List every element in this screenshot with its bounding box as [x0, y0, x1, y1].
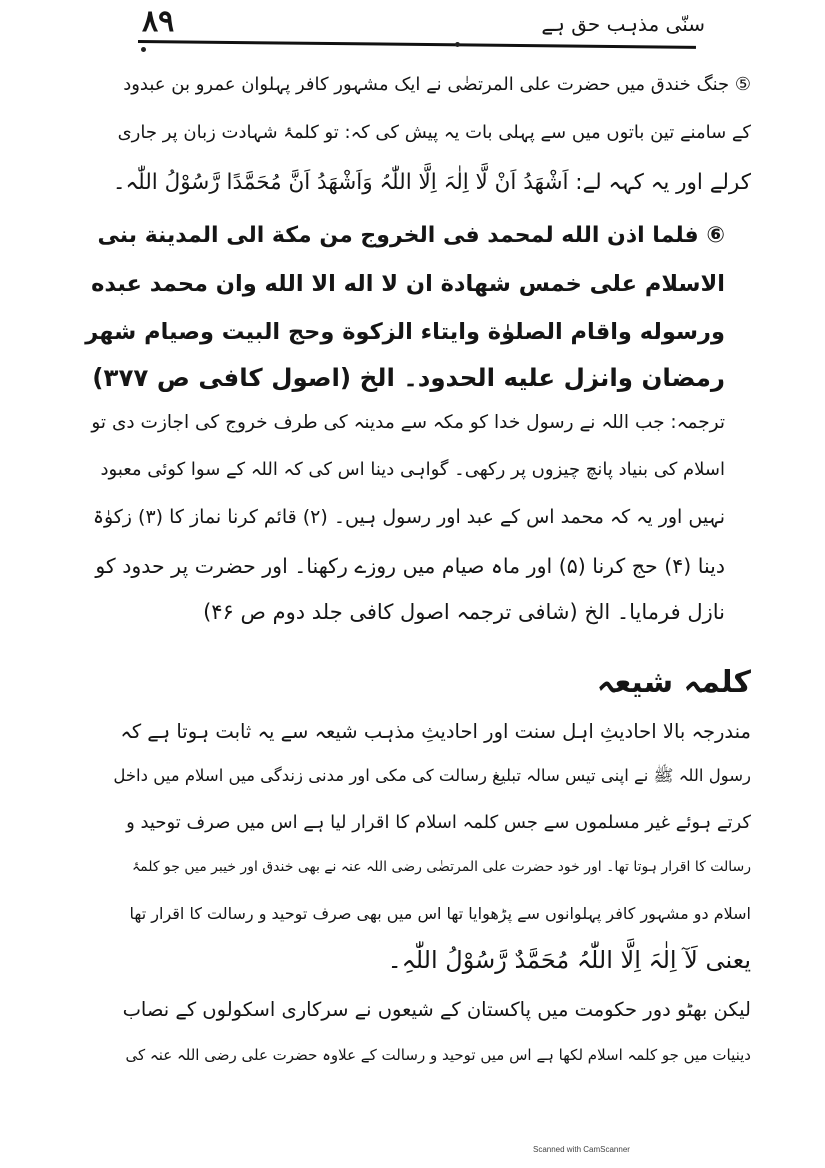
- section-5-line: کے سامنے تین باتوں میں سے پہلی بات یہ پیش کی کہ: تو کلمۂ شہادت زبان پر جاری: [117, 122, 751, 143]
- scanner-watermark: Scanned with CamScanner: [533, 1145, 630, 1154]
- body-line: اسلام دو مشہور کافر پہلوانوں سے پڑھوایا تھا اس میں بھی صرف توحید و رسالت کا اقرار تھا: [129, 904, 751, 923]
- section-5-line: کرلے اور یہ کہہ لے: اَشْھَدُ اَنْ لَّا اِلٰہَ اِلَّا اللّٰہُ وَاَشْھَدُ اَنَّ مُحَمَّدًا رَّسُوْلُ اللّٰہ۔: [112, 170, 751, 195]
- decorative-dot-center: [455, 42, 460, 47]
- body-line: دینیات میں جو کلمہ اسلام لکھا ہے اس میں توحید و رسالت کے علاوہ حضرت علی رضی اللہ عنہ کی: [125, 1046, 751, 1064]
- decorative-dot-left: [141, 47, 146, 52]
- translation-line: نہیں اور یہ کہ محمد اس کے عبد اور رسول ہیں۔ (۲) قائم کرنا نماز کا (۳) زکوٰۃ: [92, 506, 725, 528]
- translation-line: دینا (۴) حج کرنا (۵) اور ماہ صیام میں روزے رکھنا۔ اور حضرت پر حدود کو: [95, 554, 725, 578]
- section-heading: کلمہ شیعہ: [596, 665, 751, 700]
- arabic-hadith-line: رمضان وانزل عليه الحدود۔ الخ (اصول کافی ص ۳۷۷): [92, 363, 725, 392]
- running-title: سنّی مذہب حق ہے: [541, 12, 705, 36]
- arabic-hadith-line: ورسوله واقام الصلوٰة وايتاء الزكوة وحج البيت وصيام شهر: [85, 319, 725, 345]
- arabic-hadith-line: ⑥ فلما اذن الله لمحمد فى الخروج من مكة الى المدينة بنى: [97, 223, 725, 248]
- page-number: ۸۹: [142, 4, 175, 39]
- header-rule: [138, 40, 696, 49]
- arabic-hadith-line: الاسلام على خمس شهادة ان لا اله الا الله وان محمد عبده: [91, 271, 725, 297]
- body-line: رسول اللہ ﷺ نے اپنی تیس سالہ تبلیغ رسالت کی مکی اور مدنی زندگی میں اسلام میں داخل: [113, 766, 751, 785]
- body-line: کرتے ہوئے غیر مسلموں سے جس کلمہ اسلام کا اقرار لیا ہے اس میں صرف توحید و: [126, 812, 751, 833]
- body-line: مندرجہ بالا احادیثِ اہل سنت اور احادیثِ مذہب شیعہ سے یہ ثابت ہوتا ہے کہ: [120, 720, 751, 743]
- translation-line: اسلام کی بنیاد پانچ چیزوں پر رکھی۔ گواہی دینا اس کی کہ اللہ کے سوا کوئی معبود: [100, 459, 725, 480]
- translation-line: نازل فرمایا۔ الخ (شافی ترجمہ اصول کافی جلد دوم ص ۴۶): [203, 600, 725, 624]
- translation-line: ترجمہ: جب اللہ نے رسول خدا کو مکہ سے مدینہ کی طرف خروج کی اجازت دی تو: [91, 412, 725, 433]
- section-5-line: ⑤ جنگ خندق میں حضرت علی المرتضٰی نے ایک مشہور کافر پہلوان عمرو بن عبدود: [123, 74, 751, 95]
- body-line: یعنی لَآ اِلٰہَ اِلَّا اللّٰہُ مُحَمَّدٌ رَّسُوْلُ اللّٰہِ۔: [387, 946, 751, 974]
- body-line: لیکن بھٹو دور حکومت میں پاکستان کے شیعوں نے سرکاری اسکولوں کے نصاب: [122, 998, 751, 1021]
- body-line: رسالت کا اقرار ہوتا تھا۔ اور خود حضرت علی المرتضٰی رضی اللہ عنہ نے بھی خندق اور خیبر میں جو کلمۂ: [131, 859, 751, 875]
